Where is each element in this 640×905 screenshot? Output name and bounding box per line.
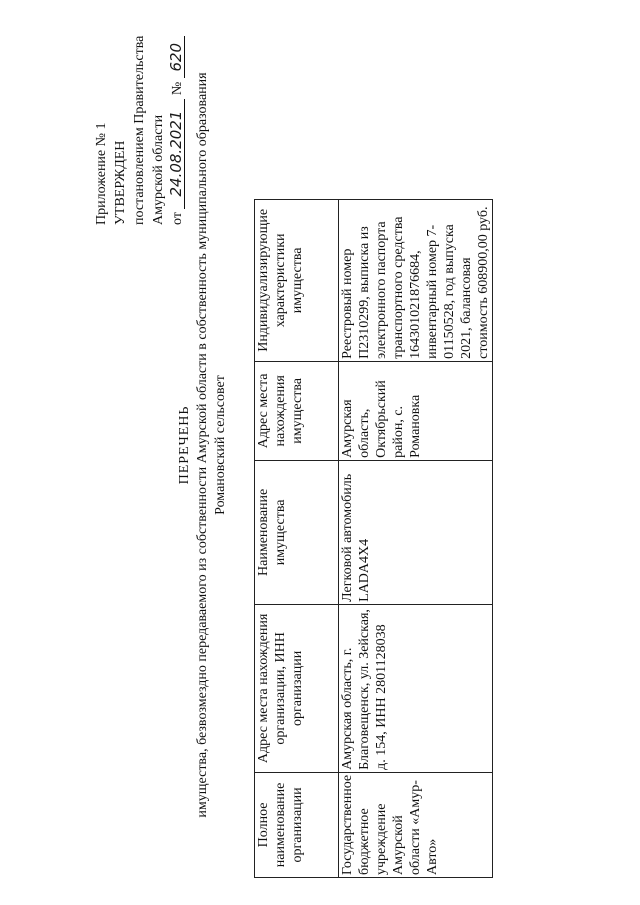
handwritten-date: 24.08.2021: [168, 99, 185, 209]
header-property-characteristics: Индивидуализирующие характеристики имущества: [255, 199, 339, 361]
header-org-address: Адрес места нахождения организации, ИНН организации: [255, 604, 339, 772]
cell-org-name: Государственное бюджетное учреждение Амурской области «Амур-Авто»: [339, 772, 493, 877]
resolution-label: постановлением Правительства: [132, 35, 147, 225]
document-heading: [176, 5, 230, 885]
handwritten-number: 620: [168, 36, 185, 78]
region-label: Амурской области: [151, 114, 166, 225]
number-prefix: №: [170, 81, 185, 96]
appendix-label: Приложение № 1: [94, 122, 109, 225]
date-prefix: от: [170, 212, 185, 225]
header-property-name: Наименование имущества: [255, 460, 339, 604]
municipality-name: Романовский сельсовет: [213, 375, 228, 515]
cell-property-name: Легковой автомобиль LADA4X4: [339, 460, 493, 604]
document-title: ПЕРЕЧЕНЬ: [177, 405, 192, 485]
property-table: [254, 199, 493, 878]
table-header-row: [255, 199, 339, 877]
cell-property-address: Амурская область, Октябрьский район, с. Романовка: [339, 361, 493, 460]
cell-org-address: Амурская область, г. Благовещенск, ул. Зейская, д. 154, ИНН 2801128038: [339, 604, 493, 772]
table-row: [339, 199, 493, 877]
header-property-address: Адрес места нахождения имущества: [255, 361, 339, 460]
header-org-name: Полное наименование организации: [255, 772, 339, 877]
cell-property-characteristics: Реестровый номер П2310299, выписка из электронного паспорта транспортного средства 164301021876684, инвентарный номер 7-01150528, год выпуска 2021, балансовая стоимость 608900,00 руб.: [339, 199, 493, 361]
approved-label: УТВЕРЖДЕН: [113, 140, 128, 225]
approval-block: [92, 0, 187, 225]
document-subtitle: имущества, безвозмездно передаваемого из собственности Амурской области в собственность муниципального образования: [195, 72, 210, 818]
